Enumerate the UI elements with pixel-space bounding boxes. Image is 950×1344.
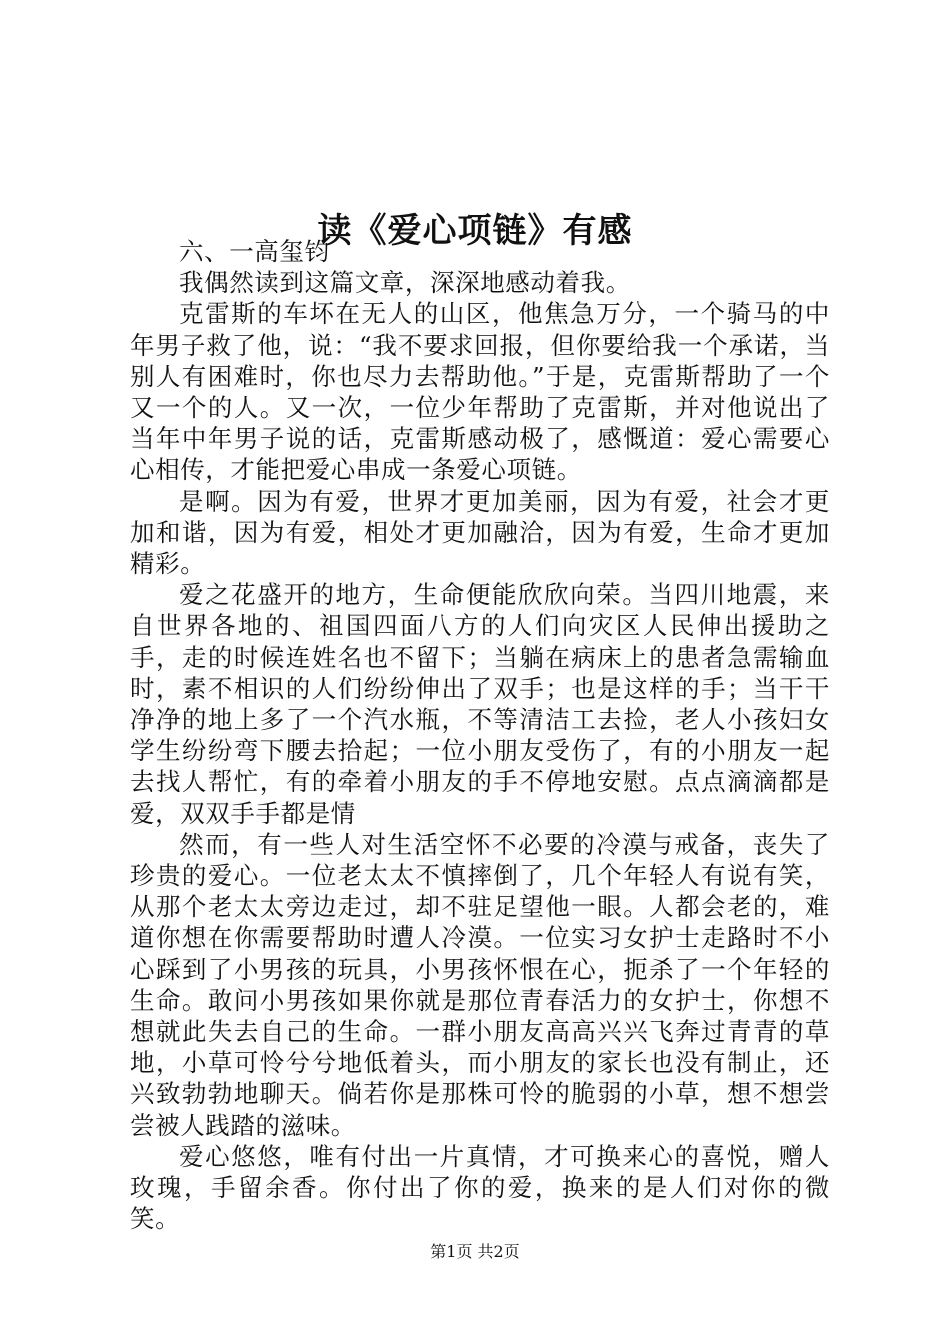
paragraph: 我偶然读到这篇文章，深深地感动着我。 [179, 268, 631, 298]
paragraph-class-author: 六、一高玺钧 [179, 237, 330, 266]
document-title: 读《爱心项链》有感 [317, 210, 633, 251]
paragraph: 然而，有一些人对生活空怀不必要的冷漠与戒备，丧失了珍贵的爱心。一位老太太不慎摔倒了，几个年轻人有说有笑，从那个老太太旁边走过，却不驻足望他一眼。人都会老的，难道你想在你需要帮助时遭人冷漠。一位实习女护士走路时不小心踩到了小男孩的玩具，小男孩怀恨在心，扼杀了一个年轻的生命。敢问小男孩如果你就是那位青春活力的女护士，你想不想就此失去自己的生命。一群小朋友高高兴兴飞奔过青青的草地，小草可怜兮兮地低着头，而小朋友的家长也没有制止，还兴致勃勃地聊天。倘若你是那株可怜的脆弱的小草，想不想尝尝被人践踏的滋味。 [130, 829, 830, 1140]
paragraph: 爱之花盛开的地方，生命便能欣欣向荣。当四川地震，来自世界各地的、祖国四面八方的人们向灾区人民伸出援助之手，走的时候连姓名也不留下；当躺在病床上的患者急需输血时，素不相识的人们纷纷伸出了双手；也是这样的手；当干干净净的地上多了一个汽水瓶，不等清洁工去捡，老人小孩妇女学生纷纷弯下腰去拾起；一位小朋友受伤了，有的小朋友一起去找人帮忙，有的牵着小朋友的手不停地安慰。点点滴滴都是爱，双双手手都是情 [130, 580, 830, 828]
paragraph: 克雷斯的车坏在无人的山区，他焦急万分，一个骑马的中年男子救了他，说：“我不要求回报，但你要给我一个承诺，当别人有困难时，你也尽力去帮助他。”于是，克雷斯帮助了一个又一个的人。又一次，一位少年帮助了克雷斯，并对他说出了当年中年男子说的话，克雷斯感动极了，感慨道：爱心需要心心相传，才能把爱心串成一条爱心项链。 [130, 299, 830, 485]
paragraph: 是啊。因为有爱，世界才更加美丽，因为有爱，社会才更加和谐，因为有爱，相处才更加融洽，因为有爱，生命才更加精彩。 [130, 486, 830, 579]
paragraph: 爱心悠悠，唯有付出一片真情，才可换来心的喜悦，赠人玫瑰，手留余香。你付出了你的爱，换来的是人们对你的微笑。 [130, 1141, 830, 1234]
document-body [130, 236, 830, 1235]
page-footer: 第1页 共2页 [430, 1242, 520, 1261]
